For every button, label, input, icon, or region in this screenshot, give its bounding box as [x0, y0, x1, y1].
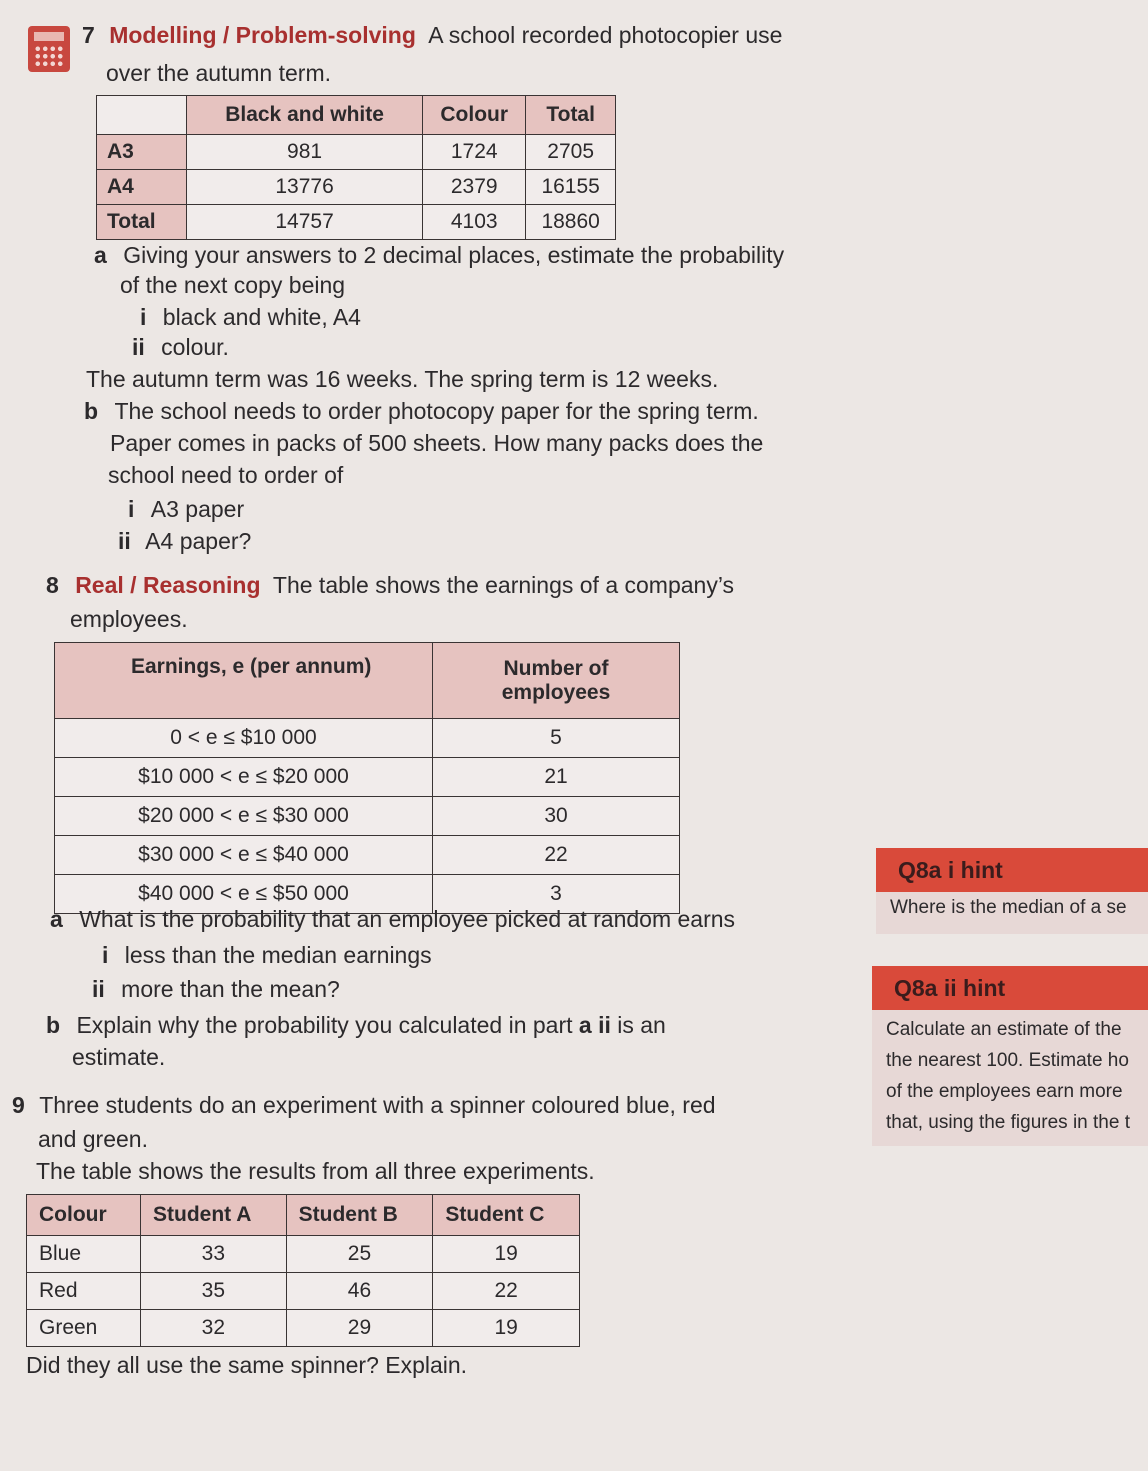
table-header: Black and white — [187, 96, 423, 135]
q8-part-a — [50, 906, 735, 933]
q7-a-text: Giving your answers to 2 decimal places, estimate the probability — [123, 242, 785, 268]
sub-text: A4 paper? — [145, 528, 252, 554]
table-cell: 35 — [141, 1273, 287, 1310]
table-row — [27, 1310, 580, 1347]
q7-b-ii — [118, 528, 251, 555]
table-cell: 4103 — [423, 205, 526, 240]
earnings-table — [54, 642, 680, 914]
sub-label: i — [128, 496, 135, 522]
row-header: A3 — [97, 135, 187, 170]
table-row — [97, 135, 616, 170]
table-cell: 25 — [286, 1236, 433, 1273]
q8-a-i — [102, 942, 432, 969]
table-header-blank — [97, 96, 187, 135]
q8-part-b — [46, 1012, 666, 1039]
q9-text-2: and green. — [38, 1126, 148, 1152]
q7-intro: A school recorded photocopier use — [428, 22, 783, 48]
table-row — [55, 797, 680, 836]
table-cell: 1724 — [423, 135, 526, 170]
table-cell: 46 — [286, 1273, 433, 1310]
q9-text: Three students do an experiment with a spinner coloured blue, red — [39, 1092, 716, 1118]
q8-heading — [46, 572, 734, 599]
calculator-icon — [28, 26, 70, 72]
table-header: Total — [526, 96, 616, 135]
table-header — [433, 643, 680, 719]
table-cell: 19 — [433, 1236, 580, 1273]
hint-text: Where is the median of a se — [890, 897, 1127, 918]
table-cell: 19 — [433, 1310, 580, 1347]
table-header: Student A — [141, 1195, 287, 1236]
hint-q8a-ii-title: Q8a ii hint — [872, 966, 1148, 1010]
row-header: Red — [27, 1273, 141, 1310]
table-row — [55, 758, 680, 797]
q7-b-text-2: Paper comes in packs of 500 sheets. How many packs does the — [110, 430, 764, 456]
sub-text: less than the median earnings — [124, 942, 432, 968]
q9-heading — [12, 1092, 716, 1119]
part-label: a — [94, 242, 107, 268]
q7-a-i — [140, 304, 361, 331]
sub-text: more than the mean? — [121, 976, 340, 1002]
sub-label: ii — [132, 334, 145, 360]
q7-a-ii — [132, 334, 229, 361]
table-cell: 21 — [433, 758, 680, 797]
table-cell: 2379 — [423, 170, 526, 205]
table-cell: 13776 — [187, 170, 423, 205]
sub-text: A3 paper — [150, 496, 245, 522]
table-row — [27, 1273, 580, 1310]
hint-q8a-i-body — [876, 892, 1148, 934]
q7-heading — [82, 22, 782, 49]
sub-text: colour. — [161, 334, 229, 360]
table-cell: 32 — [141, 1310, 287, 1347]
table-cell: 0 < e ≤ $10 000 — [55, 719, 433, 758]
table-cell: 30 — [433, 797, 680, 836]
q9-number: 9 — [12, 1092, 25, 1118]
hint-text: Calculate an estimate of the — [886, 1019, 1122, 1040]
q8-number: 8 — [46, 572, 59, 598]
hint-text: that, using the figures in the t — [886, 1112, 1130, 1133]
table-cell: $30 000 < e ≤ $40 000 — [55, 836, 433, 875]
q8-intro: The table shows the earnings of a company’s — [272, 572, 735, 598]
table-cell: 22 — [433, 836, 680, 875]
table-header: Student C — [433, 1195, 580, 1236]
q7-part-a — [94, 242, 784, 269]
q7-b-i — [128, 496, 244, 523]
table-row — [55, 719, 680, 758]
header-line: Number of — [503, 656, 609, 680]
sub-label: i — [102, 942, 109, 968]
table-row — [27, 1236, 580, 1273]
table-header: Earnings, e (per annum) — [55, 643, 433, 719]
table-header: Student B — [286, 1195, 433, 1236]
q7-b-text: The school needs to order photocopy paper for the spring term. — [114, 398, 759, 424]
sub-label: ii — [92, 976, 105, 1002]
table-cell: 3 — [433, 875, 680, 914]
hint-text: the nearest 100. Estimate ho — [886, 1050, 1129, 1071]
part-label: a — [50, 906, 63, 932]
header-line: employees — [501, 680, 611, 704]
q7-intro-2: over the autumn term. — [106, 60, 331, 86]
sub-label: ii — [118, 528, 131, 554]
table-cell: $20 000 < e ≤ $30 000 — [55, 797, 433, 836]
hint-text: of the employees earn more — [886, 1081, 1123, 1102]
q7-b-text-3: school need to order of — [108, 462, 344, 488]
table-row — [97, 205, 616, 240]
table-cell: 18860 — [526, 205, 616, 240]
table-header: Colour — [27, 1195, 141, 1236]
table-cell: 14757 — [187, 205, 423, 240]
row-header: Total — [97, 205, 187, 240]
part-label: b — [46, 1012, 61, 1038]
row-header: Blue — [27, 1236, 141, 1273]
q9-text-3: The table shows the results from all three experiments. — [36, 1158, 595, 1184]
q8-b-text: Explain why the probability you calculated in part — [76, 1012, 573, 1038]
q7-tag: Modelling / Problem-solving — [109, 22, 416, 48]
photocopier-table — [96, 95, 616, 240]
q9-question: Did they all use the same spinner? Explain. — [26, 1352, 468, 1378]
q8-a-text: What is the probability that an employee picked at random earns — [79, 906, 736, 932]
row-header: Green — [27, 1310, 141, 1347]
hint-q8a-i-title: Q8a i hint — [876, 848, 1148, 892]
q8-b-text-3: estimate. — [72, 1044, 166, 1070]
table-row — [55, 836, 680, 875]
q8-b-bold: a ii — [578, 1012, 611, 1038]
q7-a-text-2: of the next copy being — [120, 272, 346, 298]
table-cell: 22 — [433, 1273, 580, 1310]
row-header: A4 — [97, 170, 187, 205]
table-cell: 981 — [187, 135, 423, 170]
q7-term-text: The autumn term was 16 weeks. The spring term is 12 weeks. — [86, 366, 719, 392]
sub-label: i — [140, 304, 147, 330]
q7-number: 7 — [82, 22, 95, 48]
table-row — [97, 170, 616, 205]
q8-b-text-2: is an — [617, 1012, 666, 1038]
q8-a-ii — [92, 976, 340, 1003]
table-cell: 2705 — [526, 135, 616, 170]
table-cell: 29 — [286, 1310, 433, 1347]
table-cell: 33 — [141, 1236, 287, 1273]
q8-intro-2: employees. — [70, 606, 188, 632]
table-header: Colour — [423, 96, 526, 135]
table-cell: $40 000 < e ≤ $50 000 — [55, 875, 433, 914]
sub-text: black and white, A4 — [162, 304, 361, 330]
part-label: b — [84, 398, 99, 424]
q8-tag: Real / Reasoning — [75, 572, 261, 598]
spinner-table — [26, 1194, 580, 1347]
q7-part-b — [84, 398, 759, 425]
table-cell: $10 000 < e ≤ $20 000 — [55, 758, 433, 797]
hint-q8a-ii-body — [872, 1010, 1148, 1146]
table-cell: 16155 — [526, 170, 616, 205]
table-cell: 5 — [433, 719, 680, 758]
